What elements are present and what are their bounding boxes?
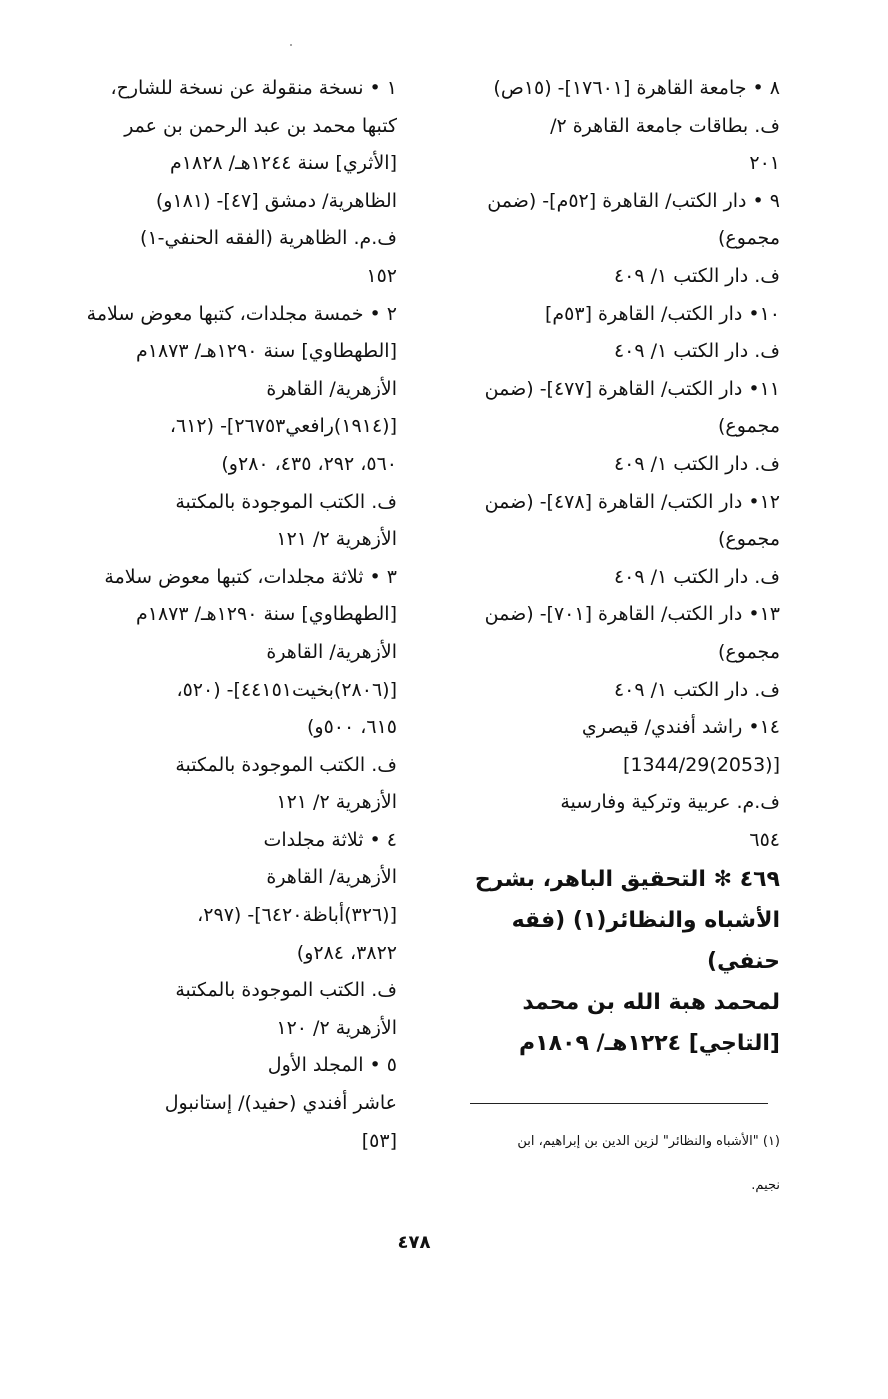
text-line: ٥٦٠، ٢٩٢، ٤٣٥، ٢٨٠و): [221, 452, 397, 475]
text-line: الأزهرية ٢/ ١٢١: [276, 791, 397, 814]
text-line: ف. دار الكتب ١/ ٤٠٩: [613, 264, 780, 287]
text-line: مجموع): [718, 227, 780, 250]
text-line: ف.م. عربية وتركية وفارسية: [560, 791, 780, 814]
text-line: ٨ • جامعة القاهرة [١٧٦٠١]- (١٥ص): [493, 77, 780, 99]
text-line: ف. الكتب الموجودة بالمكتبة: [175, 490, 397, 513]
text-line: عاشر أفندي (حفيد)/ إستانبول: [164, 1092, 397, 1115]
text-line: الأزهرية ٢/ ١٢١: [276, 528, 397, 551]
right-column-entries: [438, 70, 780, 859]
scan-speck: [290, 44, 292, 46]
text-line: ١ • نسخة منقولة عن نسخة للشارح،: [110, 77, 397, 99]
title-line: [التاجي] ١٢٢٤هـ/ ١٨٠٩م: [519, 1031, 780, 1057]
title-line: حنفي): [707, 949, 780, 975]
text-line: ١٥٢: [366, 264, 397, 287]
text-line: مجموع): [718, 528, 780, 551]
title-line: الأشباه والنظائر(١) (فقه: [511, 908, 780, 934]
text-line: ف. دار الكتب ١/ ٤٠٩: [613, 678, 780, 701]
text-line: ١٠• دار الكتب/ القاهرة [٥٣م]: [544, 302, 780, 325]
text-line: ٢ • خمسة مجلدات، كتبها معوض سلامة: [86, 302, 397, 325]
text-line: الظاهرية/ دمشق [٤٧]- (١٨١و): [155, 189, 397, 212]
left-column: [52, 70, 397, 1160]
text-line: ف. الكتب الموجودة بالمكتبة: [175, 753, 397, 776]
text-line: الأزهرية ٢/ ١٢٠: [276, 1016, 397, 1039]
text-line: ٦١٥، ٥٠٠و): [306, 716, 397, 739]
text-line: [٥٣]: [361, 1129, 397, 1152]
text-line: [الأثري] سنة ١٢٤٤هـ/ ١٨٢٨م: [170, 152, 397, 175]
footnote: [430, 1120, 780, 1208]
page-number: ٤٧٨: [397, 1232, 431, 1253]
entry-469-title: [438, 859, 780, 1064]
text-line: ف. دار الكتب ١/ ٤٠٩: [613, 565, 780, 588]
text-line: ف. دار الكتب ١/ ٤٠٩: [613, 340, 780, 363]
text-line: ٣ • ثلاثة مجلدات، كتبها معوض سلامة: [104, 565, 397, 588]
title-line: ٤٦٩ ✻ التحقيق الباهر، بشرح: [474, 867, 780, 893]
text-line: ٣٨٢٢، ٢٨٤و): [296, 941, 397, 964]
text-line: ف.م. الظاهرية (الفقه الحنفي-١): [140, 227, 397, 250]
text-line: [الطهطاوي] سنة ١٢٩٠هـ/ ١٨٧٣م: [135, 340, 397, 363]
text-line: الأزهرية/ القاهرة: [266, 866, 397, 889]
footnote-line: نجيم.: [751, 1178, 780, 1193]
text-line: مجموع): [718, 415, 780, 438]
title-line: لمحمد هبة الله بن محمد: [522, 990, 780, 1016]
text-line: ٦٥٤: [749, 828, 780, 851]
text-line: الأزهرية/ القاهرة: [266, 377, 397, 400]
left-column-entries: [52, 70, 397, 1160]
text-line: ١١• دار الكتب/ القاهرة [٤٧٧]- (ضمن: [484, 377, 780, 400]
text-line: ٥ • المجلد الأول: [267, 1054, 397, 1077]
text-line: ف. دار الكتب ١/ ٤٠٩: [613, 452, 780, 475]
right-column: [438, 70, 780, 1064]
footnote-divider: [470, 1103, 768, 1104]
text-line: مجموع): [718, 640, 780, 663]
text-line: [(2053)1344/29]: [623, 753, 780, 776]
text-line: [(١٩١٤)رافعي٢٦٧٥٣]- (٦١٢،: [169, 415, 397, 438]
text-line: [الطهطاوي] سنة ١٢٩٠هـ/ ١٨٧٣م: [135, 603, 397, 626]
text-line: ١٣• دار الكتب/ القاهرة [٧٠١]- (ضمن: [484, 603, 780, 626]
text-line: ف. بطاقات جامعة القاهرة ٢/: [550, 114, 780, 137]
text-line: ٩ • دار الكتب/ القاهرة [٥٢م]- (ضمن: [487, 189, 780, 212]
text-line: ١٢• دار الكتب/ القاهرة [٤٧٨]- (ضمن: [484, 490, 780, 513]
footnote-line: (١) "الأشباه والنظائر" لزين الدين بن إبراهيم، ابن: [517, 1134, 780, 1149]
text-line: [(٢٨٠٦)بخيت٤٤١٥١]- (٥٢٠،: [176, 678, 397, 701]
text-line: ٤ • ثلاثة مجلدات: [263, 828, 397, 851]
text-line: ف. الكتب الموجودة بالمكتبة: [175, 979, 397, 1002]
text-line: كتبها محمد بن عبد الرحمن بن عمر: [124, 114, 397, 137]
text-line: الأزهرية/ القاهرة: [266, 640, 397, 663]
text-line: ٢٠١: [749, 152, 780, 175]
text-line: ١٤• راشد أفندي/ قيصري: [581, 716, 780, 739]
text-line: [(٣٢٦)أباظة٦٤٢٠]- (٢٩٧،: [197, 904, 397, 927]
